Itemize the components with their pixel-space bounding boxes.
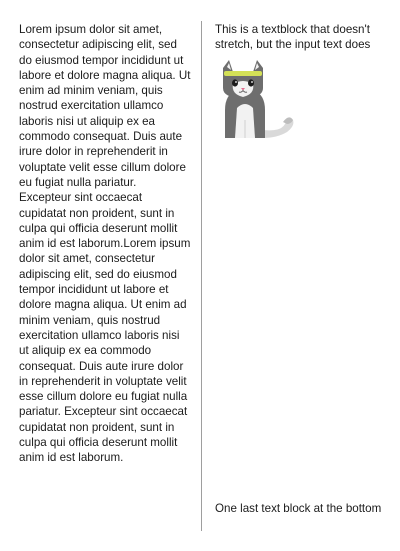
cat-icon <box>215 58 295 140</box>
bottom-text-block: One last text block at the bottom <box>215 502 382 515</box>
column-divider <box>201 21 202 531</box>
right-column <box>215 22 385 140</box>
top-text-block: This is a textblock that doesn't stretch, but the input text does <box>215 23 371 52</box>
lorem-text-block: Lorem ipsum dolor sit amet, consectetur adipiscing elit, sed do eiusmod tempor incididunt ut labore et dolore magna aliqua. Ut enim ad minim veniam, quis nostrud exercitation ullamco laboris nisi ut aliquip ex ea commodo consequat. Duis aute irure dolor in reprehenderit in voluptate velit esse cillum dolore eu fugiat nulla pariatur. Excepteur sint occaecat cupidatat non proident, sunt in culpa qui officia deserunt mollit anim id est laborum.Lorem ipsum dolor sit amet, consectetur adipiscing elit, sed do eiusmod tempor incididunt ut labore et dolore magna aliqua. Ut enim ad minim veniam, quis nostrud exercitation ullamco laboris nisi ut aliquip ex ea commodo consequat. Duis aute irure dolor in reprehenderit in voluptate velit esse cillum dolore eu fugiat nulla pariatur. Excepteur sint occaecat cupidatat non proident, sunt in culpa qui officia deserunt mollit anim id est laborum. <box>19 23 191 465</box>
